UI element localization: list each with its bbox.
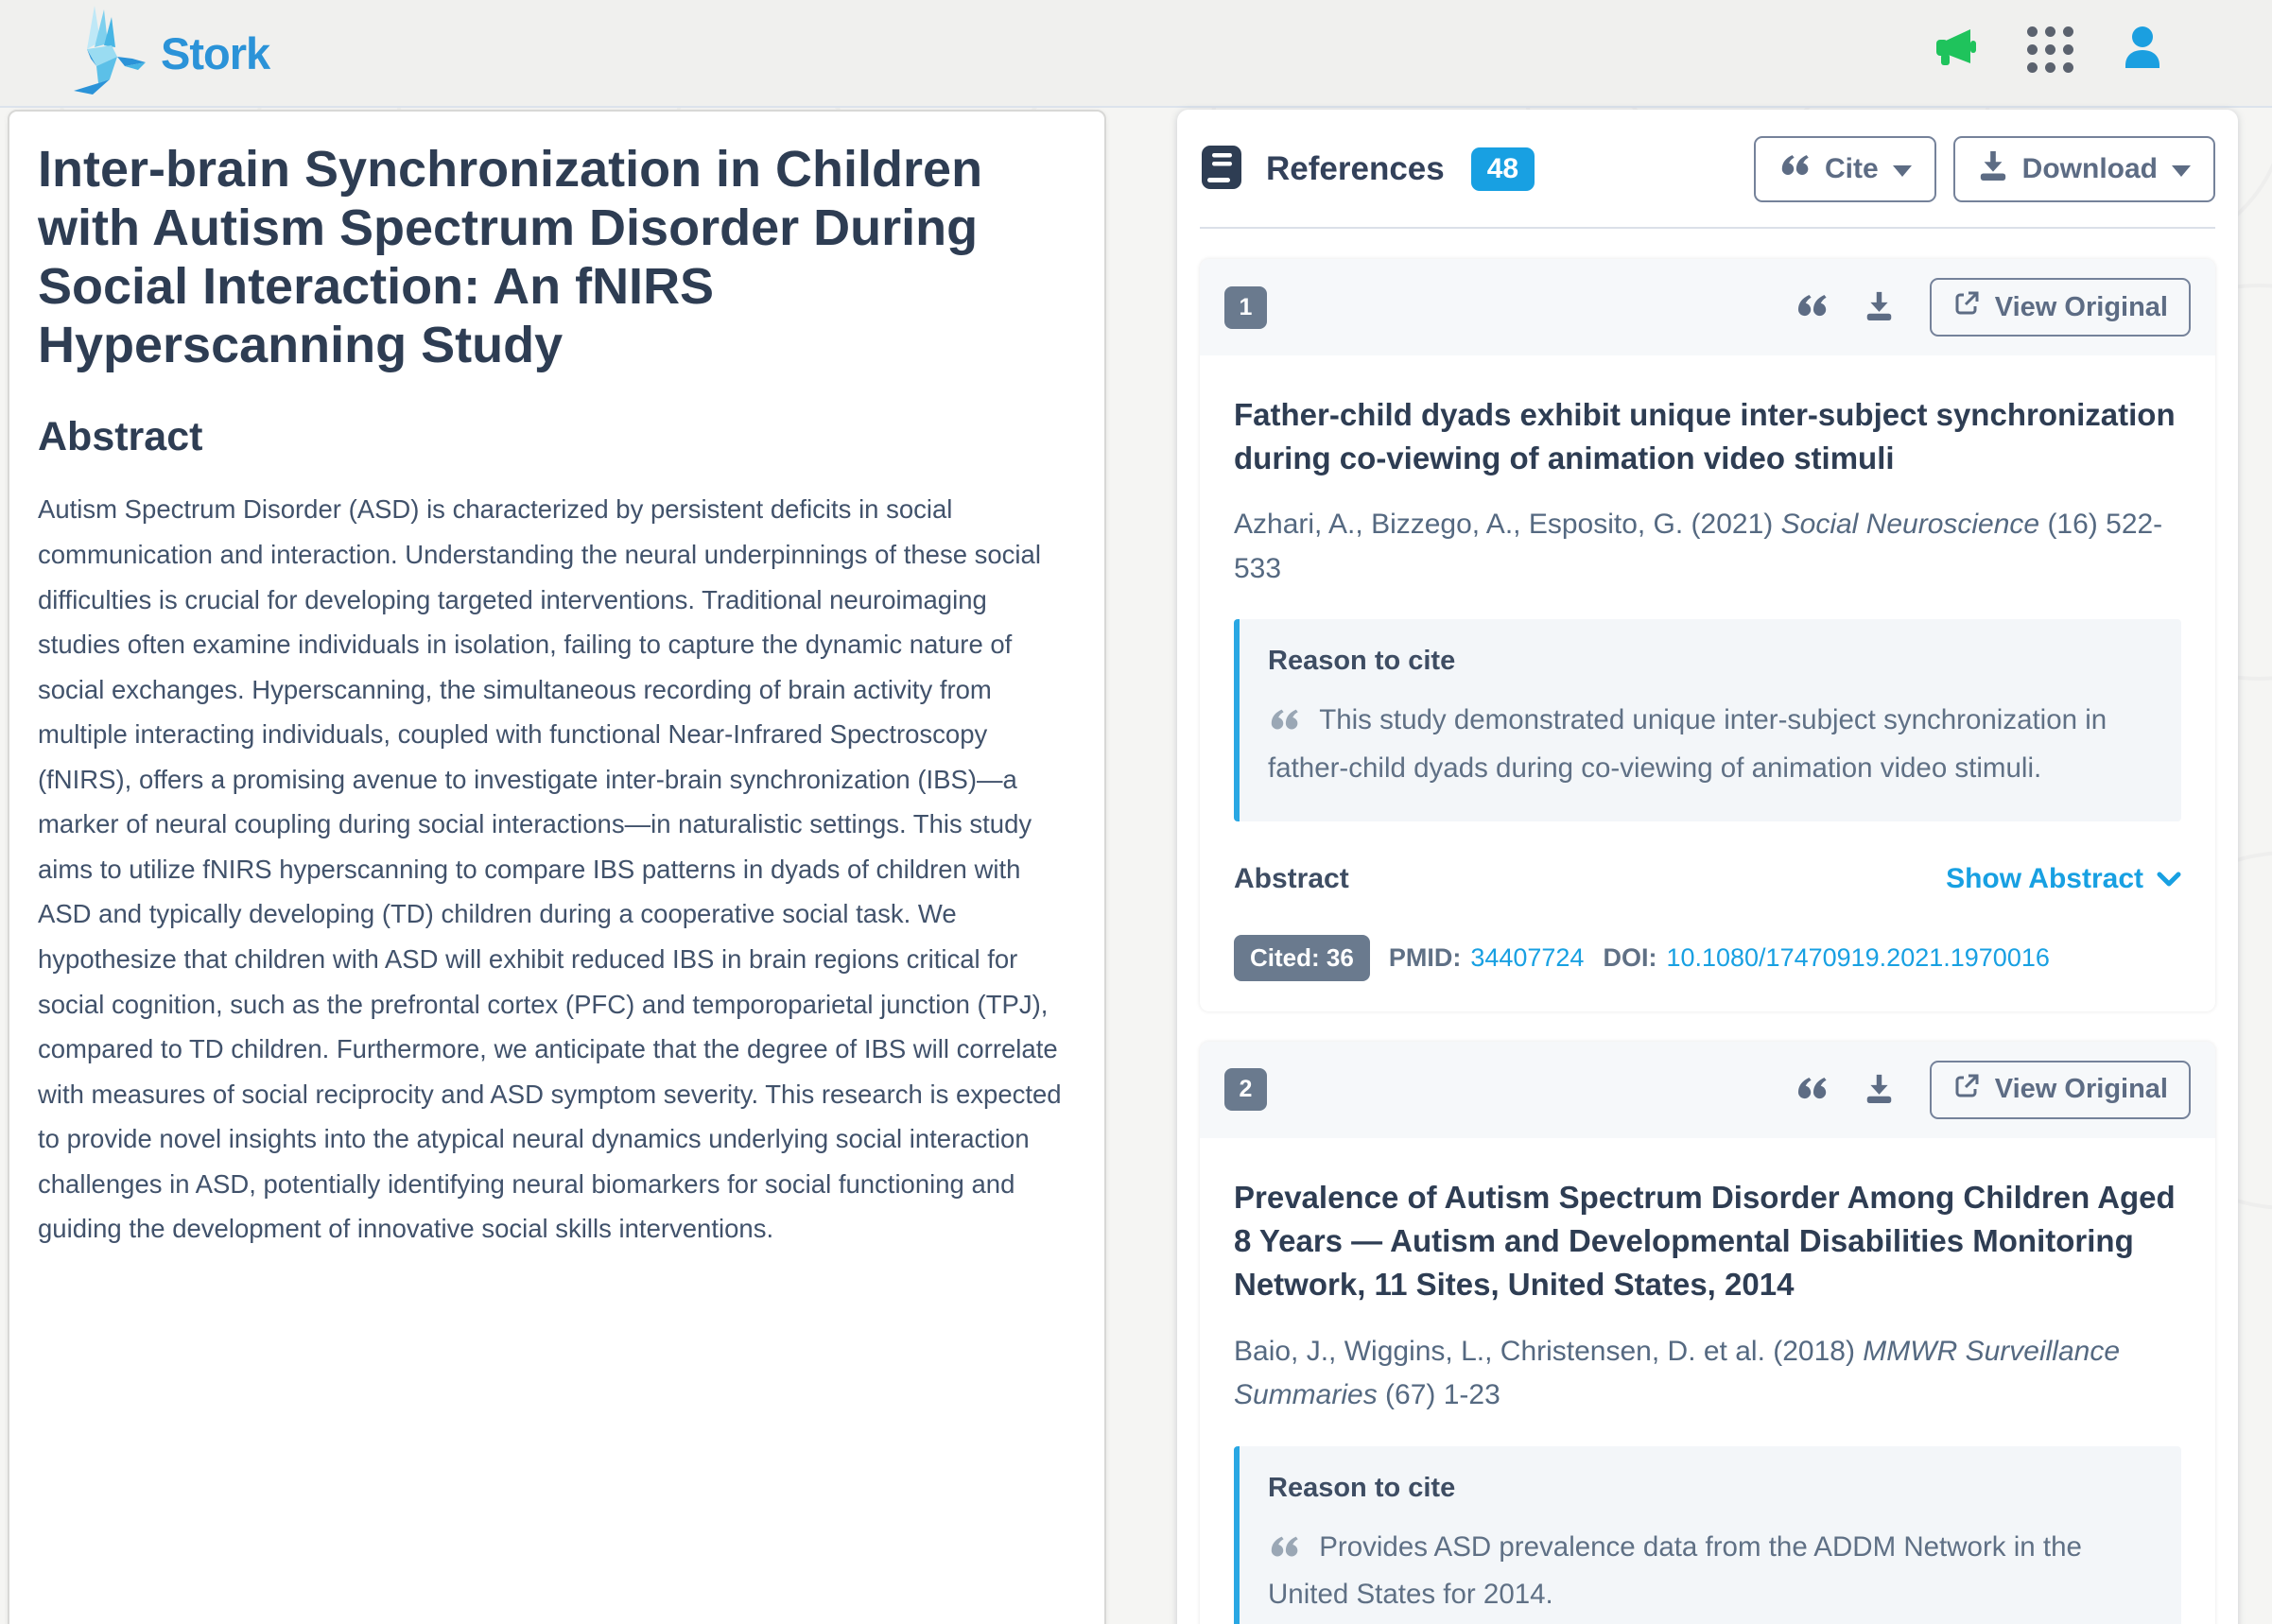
divider <box>1200 227 2215 229</box>
reason-to-cite-box <box>1234 619 2181 821</box>
reference-abstract-row <box>1234 863 2181 895</box>
reason-to-cite-text <box>1268 1525 2153 1618</box>
reason-quote-text: This study demonstrated unique inter-subject synchronization in father-child dyads during co-viewing of animation video stimuli. <box>1268 704 2107 785</box>
cite-button-label: Cite <box>1824 153 1879 184</box>
cite-reference-button[interactable] <box>1795 293 1829 321</box>
reference-card-header <box>1200 1042 2215 1138</box>
reason-quote-text: Provides ASD prevalence data from the ADDM Network in the United States for 2014. <box>1268 1530 2082 1611</box>
references-header <box>1200 136 2215 202</box>
quote-icon <box>1778 153 1811 185</box>
reference-abstract-label: Abstract <box>1234 862 1349 894</box>
show-abstract-toggle[interactable] <box>1946 863 2181 895</box>
reference-journal: MMWR Surveillance Summaries <box>1234 1335 2121 1410</box>
app-header <box>0 0 2272 108</box>
paper-abstract-text: Autism Spectrum Disorder (ASD) is characterized by persistent deficits in social communication and interaction. Understanding the neural underpinnings of these social difficulties is crucial for developing targeted interventions. Traditional neuroimaging studies often examine individuals in isolation, failing to capture the dynamic nature of social exchanges. Hyperscanning, the simultaneous recording of brain activity from multiple interacting individuals, coupled with functional Near-Infrared Spectroscopy (fNIRS), offers a promising avenue to investigate inter-brain synchronization (IBS)—a marker of neural coupling during social interactions—in naturalistic settings. This study aims to utilize fNIRS hyperscanning to compare IBS patterns in dyads of children with ASD and typically developing (TD) children during a cooperative social task. We hypothesize that children with ASD will exhibit reduced IBS in brain regions critical for social cognition, such as the prefrontal cortex (PFC) and temporoparietal junction (TPJ), compared to TD children. Furthermore, we anticipate that the degree of IBS will correlate with measures of social reciprocity and ASD symptom severity. This research is expected to provide novel insights into the atypical neural dynamics underlying social interaction challenges in ASD, potentially identifying neural biomarkers for social functioning and guiding the development of innovative social skills interventions. <box>38 494 1062 1244</box>
chevron-down-icon <box>1893 165 1912 177</box>
reference-authors <box>1234 1330 2181 1418</box>
reference-journal: Social Neuroscience <box>1780 509 2040 541</box>
reference-card-actions <box>1795 278 2191 337</box>
reference-authors-text: Azhari, A., Bizzego, A., Esposito, G. (2021) <box>1234 509 1781 541</box>
pmid-pair <box>1389 943 1585 973</box>
reference-title: Father-child dyads exhibit unique inter-subject synchronization during co-viewing of animation video stimuli <box>1234 397 2176 476</box>
reference-card <box>1200 1042 2215 1624</box>
download-reference-button[interactable] <box>1864 290 1894 324</box>
download-icon <box>1864 1073 1894 1107</box>
reference-authors <box>1234 503 2181 591</box>
announcements-button[interactable] <box>1933 26 1982 74</box>
references-actions <box>1754 136 2215 202</box>
download-icon <box>1864 290 1894 324</box>
chevron-down-icon <box>2157 863 2181 895</box>
reason-to-cite-text <box>1268 698 2153 791</box>
external-link-icon <box>1952 289 1981 325</box>
view-original-button[interactable] <box>1930 278 2191 337</box>
references-count-badge: 48 <box>1471 147 1535 191</box>
user-icon <box>2119 25 2166 75</box>
pmid-label: PMID: <box>1388 942 1462 972</box>
download-reference-button[interactable] <box>1864 1073 1894 1107</box>
reference-card-body <box>1200 1138 2215 1624</box>
reason-to-cite-box <box>1234 1446 2181 1624</box>
cited-count-badge: Cited: 36 <box>1234 935 1370 981</box>
download-icon <box>1978 149 2008 189</box>
view-original-label: View Original <box>1994 291 2168 322</box>
reference-authors-text: Baio, J., Wiggins, L., Christensen, D. et al. (2018) <box>1234 1335 1864 1367</box>
quote-icon <box>1795 293 1829 321</box>
download-button[interactable] <box>1953 136 2215 202</box>
book-icon <box>1200 144 1243 196</box>
reference-card-actions <box>1795 1061 2191 1119</box>
megaphone-icon <box>1933 26 1982 74</box>
references-panel <box>1177 110 2238 1624</box>
reference-pages: (16) 522-533 <box>1234 509 2163 584</box>
download-button-label: Download <box>2021 153 2158 184</box>
stork-bird-logo-icon <box>59 4 149 103</box>
show-abstract-label: Show Abstract <box>1946 862 2143 894</box>
external-link-icon <box>1952 1072 1981 1108</box>
reference-meta-row <box>1234 935 2181 981</box>
header-actions <box>1933 25 2166 75</box>
paper-abstract-heading: Abstract <box>38 414 203 460</box>
reference-title: Prevalence of Autism Spectrum Disorder Among Children Aged 8 Years — Autism and Developmental Disabilities Monitoring Network, 11 Sites, United States, 2014 <box>1234 1179 2176 1303</box>
reference-card <box>1200 259 2215 1011</box>
view-original-button[interactable] <box>1930 1061 2191 1119</box>
doi-pair <box>1603 943 2049 973</box>
paper-title: Inter-brain Synchronization in Children with Autism Spectrum Disorder During Social Interaction: An fNIRS Hyperscanning Study <box>38 141 983 374</box>
doi-label: DOI: <box>1603 942 1657 972</box>
account-button[interactable] <box>2119 25 2166 75</box>
references-title: References <box>1266 150 1445 187</box>
apps-grid-icon <box>2027 26 2073 73</box>
quote-icon <box>1795 1076 1829 1104</box>
brand-name: Stork <box>161 28 270 78</box>
cite-reference-button[interactable] <box>1795 1076 1829 1104</box>
paper-panel <box>8 110 1106 1624</box>
doi-link[interactable]: 10.1080/17470919.2021.1970016 <box>1666 942 2050 972</box>
reference-number-badge: 2 <box>1224 1068 1267 1111</box>
chevron-down-icon <box>2172 165 2191 177</box>
brand-logo[interactable] <box>59 4 269 103</box>
quote-icon <box>1268 1534 1308 1565</box>
view-original-label: View Original <box>1994 1074 2168 1105</box>
cite-button[interactable] <box>1754 136 1936 202</box>
quote-icon <box>1268 707 1308 738</box>
apps-menu-button[interactable] <box>2027 26 2073 73</box>
reference-card-header <box>1200 259 2215 355</box>
reference-number-badge: 1 <box>1224 286 1267 329</box>
reference-pages: (67) 1-23 <box>1377 1379 1500 1410</box>
pmid-link[interactable]: 34407724 <box>1470 942 1585 972</box>
reason-to-cite-heading: Reason to cite <box>1268 646 1456 677</box>
reference-card-body <box>1200 355 2215 1011</box>
reason-to-cite-heading: Reason to cite <box>1268 1472 1456 1503</box>
